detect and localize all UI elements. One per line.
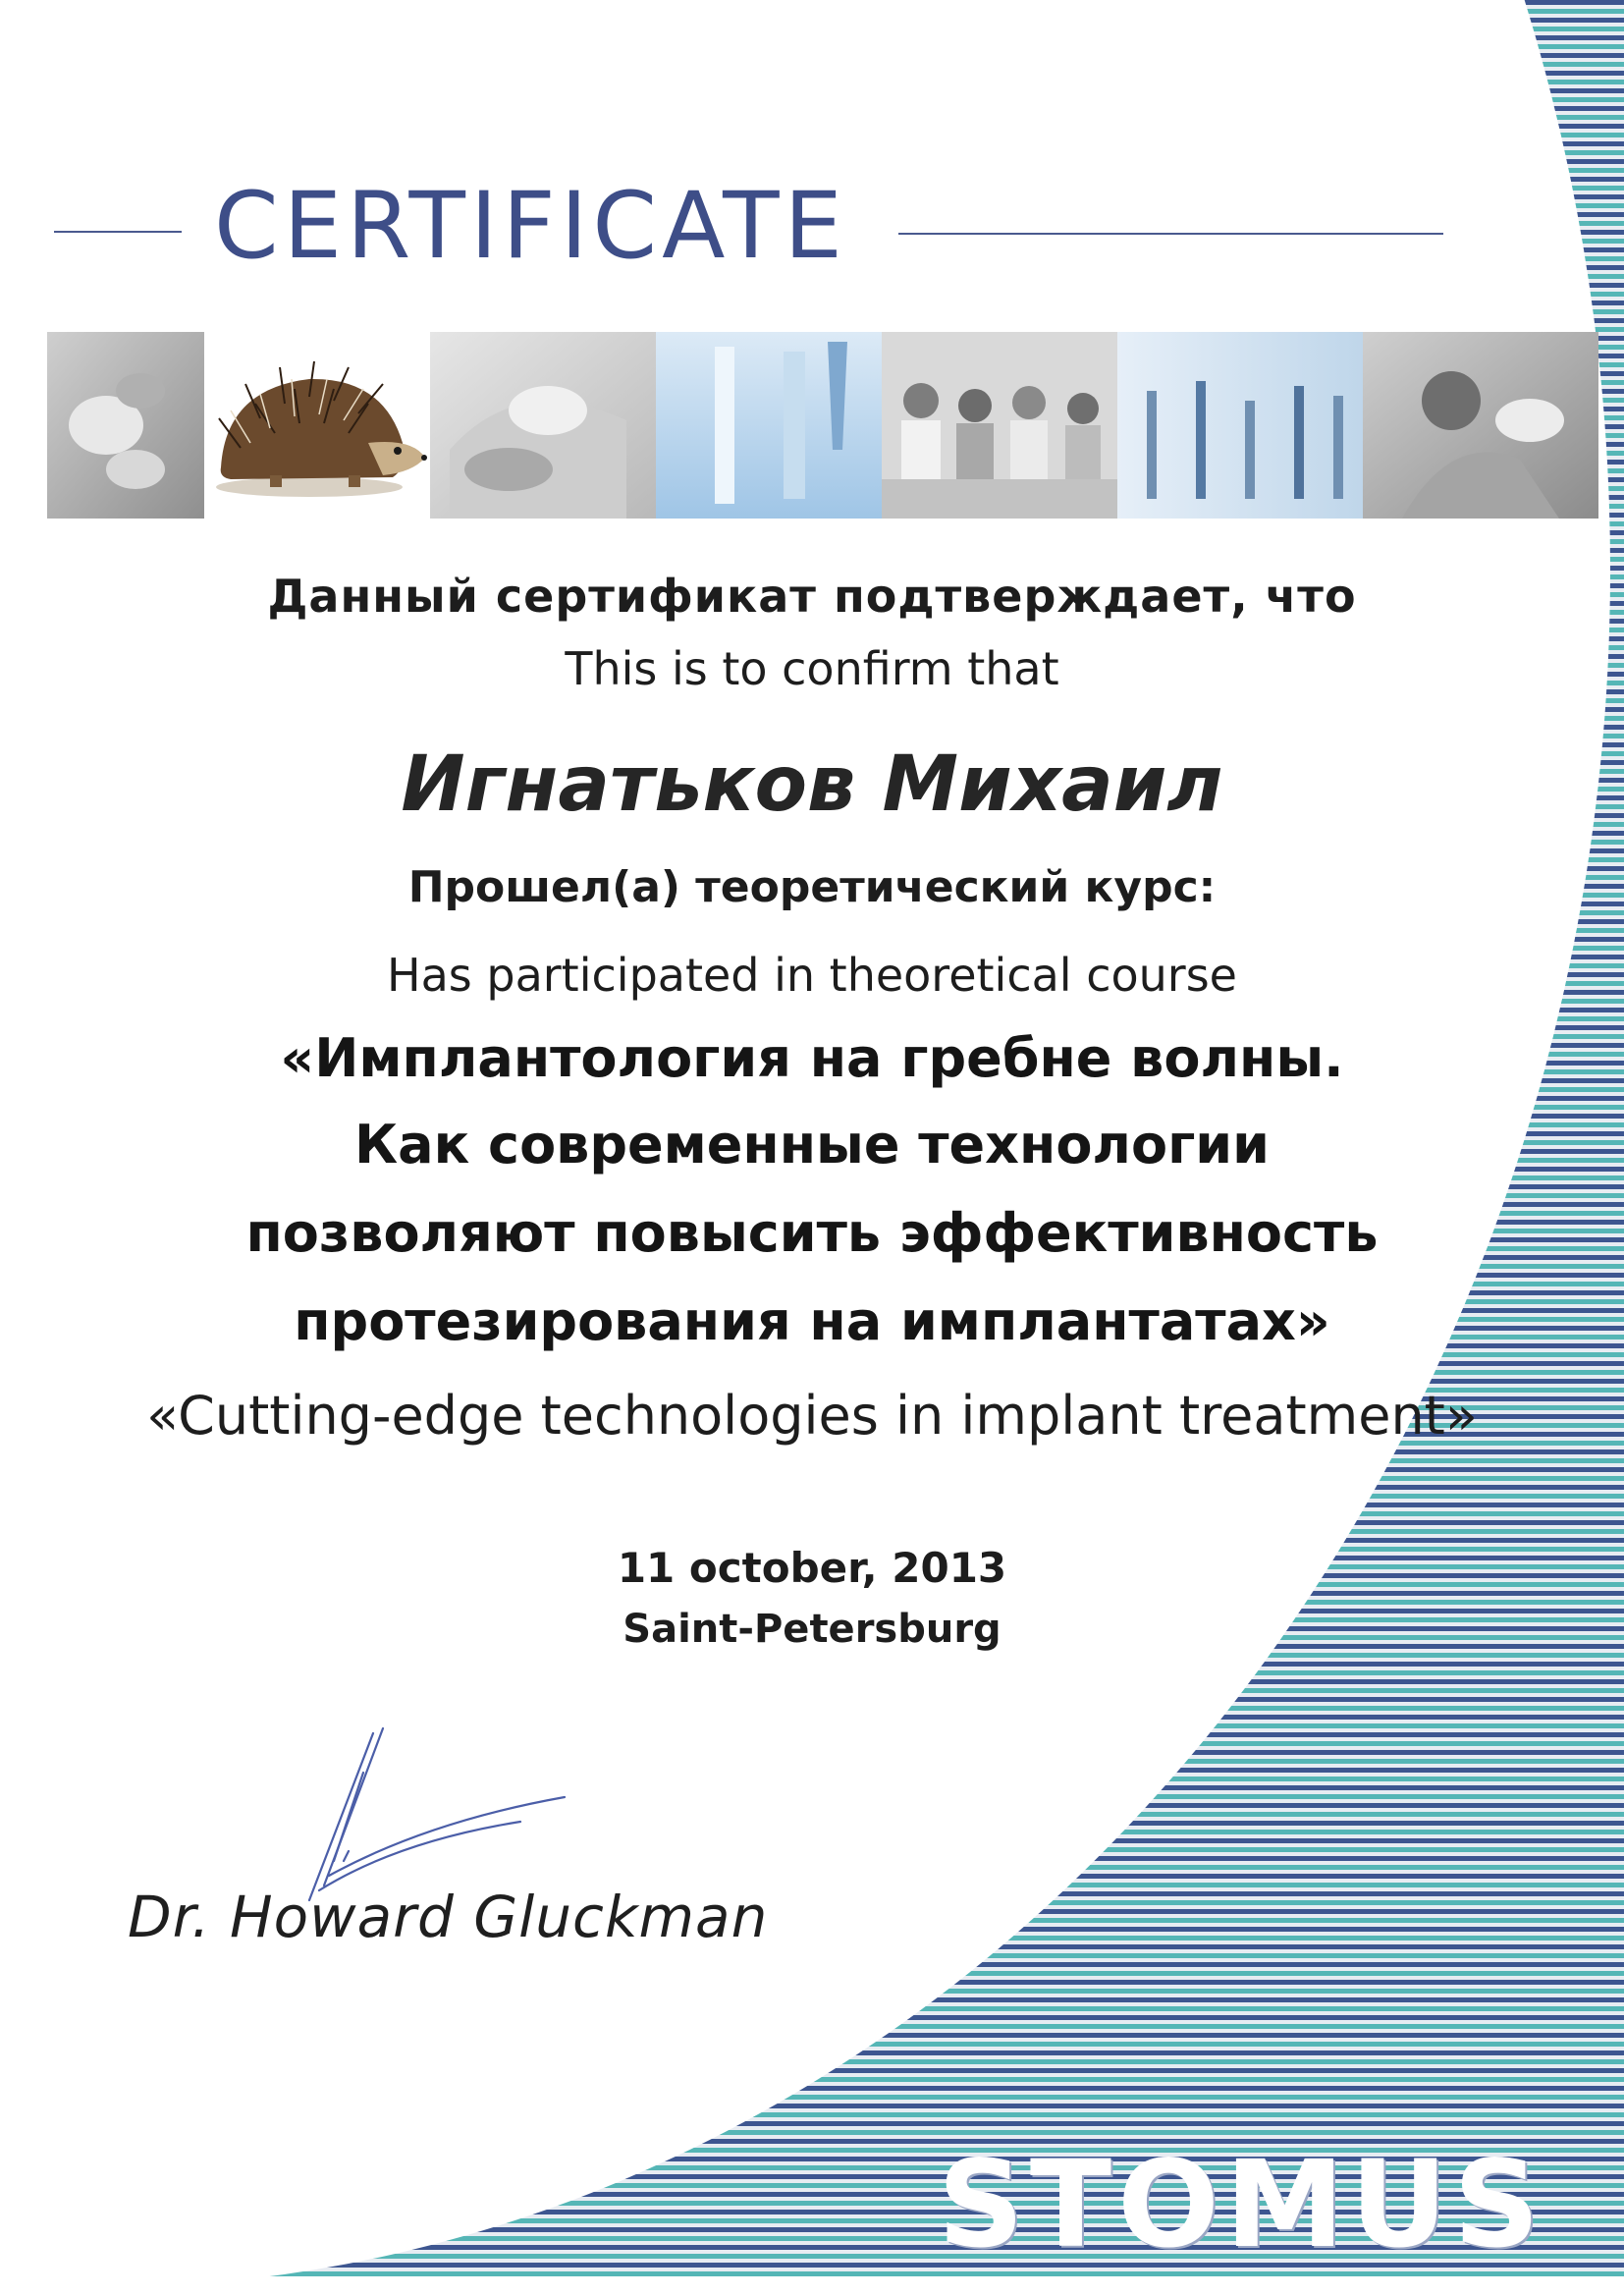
handwritten-signature [280,1714,584,1910]
brand-logo: STOMUS [938,2135,1546,2274]
surgery-photo [430,332,656,519]
event-city: Saint-Petersburg [623,1607,1001,1652]
confirm-text-en: This is to confirm that [565,642,1059,695]
course-title-ru-line: «Имплантология на гребне волны. [280,1027,1344,1089]
bottom-margin [0,2276,1624,2296]
dental-instruments-photo [1117,332,1363,519]
certificate-title: CERTIFICATE [214,173,847,280]
completed-course-text-ru: Прошел(а) теоретический курс: [407,862,1217,912]
recipient-name: Игнатьков Михаил [401,740,1223,829]
title-rule-right [898,233,1443,235]
dental-procedure-photo [47,332,204,519]
course-title-ru-line: позволяют повысить эффективность [245,1202,1379,1264]
event-date: 11 october, 2013 [617,1544,1007,1592]
dentist-photo [1363,332,1598,519]
signer-name: Dr. Howard Gluckman [128,1884,769,1950]
dental-implant-photo [656,332,882,519]
course-title-ru-line: Как современные технологии [354,1114,1270,1175]
course-title-ru-line: протезирования на имплантатах» [294,1290,1330,1352]
hedgehog-illustration [201,350,427,507]
course-title-en: «Cutting-edge technologies in implant treatment» [146,1385,1478,1447]
audience-photo [882,332,1117,519]
title-rule-left [54,231,182,233]
participated-course-text-en: Has participated in theoretical course [387,949,1237,1002]
confirm-text-ru: Данный сертификат подтверждает, что [267,570,1357,623]
